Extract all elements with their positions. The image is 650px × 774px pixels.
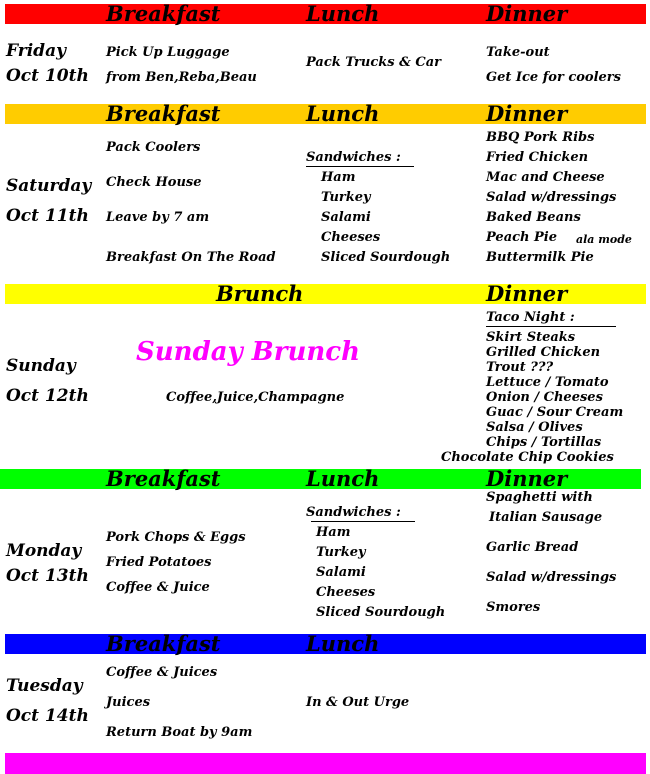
menu-item: Guac / Sour Cream <box>486 405 624 420</box>
day-date: Oct 13th <box>6 566 89 586</box>
header-dinner: Dinner <box>486 281 568 306</box>
menu-item: Salad w/dressings <box>486 190 617 205</box>
day-name: Tuesday <box>6 676 83 696</box>
menu-item: Return Boat by 9am <box>106 725 253 740</box>
dinner-subheading: Taco Night : <box>486 310 575 325</box>
menu-item: Cheeses <box>321 230 381 245</box>
menu-item-note: ala mode <box>576 233 632 246</box>
day-name: Friday <box>6 41 66 61</box>
menu-item: Juices <box>106 695 151 710</box>
menu-item: Pick Up Luggage <box>106 45 230 60</box>
menu-item: Onion / Cheeses <box>486 390 603 405</box>
menu-item: Salad w/dressings <box>486 570 617 585</box>
header-breakfast: Breakfast <box>106 466 221 491</box>
menu-item: Pork Chops & Eggs <box>106 530 246 545</box>
menu-item: BBQ Pork Ribs <box>486 130 595 145</box>
menu-item: Leave by 7 am <box>106 210 210 225</box>
menu-item: Buttermilk Pie <box>486 250 594 265</box>
menu-item: Fried Chicken <box>486 150 589 165</box>
menu-item: Chips / Tortillas <box>486 435 602 450</box>
day-name: Monday <box>6 541 82 561</box>
subheading-underline <box>486 326 616 327</box>
menu-item: Mac and Cheese <box>486 170 605 185</box>
menu-item: Get Ice for coolers <box>486 70 621 85</box>
menu-item: Garlic Bread <box>486 540 579 555</box>
menu-item: Trout ??? <box>486 360 554 375</box>
header-dinner: Dinner <box>486 1 568 26</box>
menu-item: Smores <box>486 600 541 615</box>
header-dinner: Dinner <box>486 101 568 126</box>
day-name: Saturday <box>6 176 92 196</box>
day-date: Oct 11th <box>6 206 89 226</box>
subheading-underline <box>311 521 415 522</box>
header-lunch: Lunch <box>306 101 380 126</box>
header-dinner: Dinner <box>486 466 568 491</box>
menu-item: Chocolate Chip Cookies <box>441 450 614 465</box>
lunch-subheading: Sandwiches : <box>306 150 401 165</box>
menu-item: Lettuce / Tomato <box>486 375 609 390</box>
footer-bar <box>5 753 646 774</box>
menu-item: Breakfast On The Road <box>106 250 276 265</box>
header-breakfast: Breakfast <box>106 101 221 126</box>
menu-item: Spaghetti with <box>486 490 593 505</box>
lunch-subheading: Sandwiches : <box>306 505 401 520</box>
brunch-title: Sunday Brunch <box>136 337 360 367</box>
menu-item: Salami <box>316 565 366 580</box>
menu-item: from Ben,Reba,Beau <box>106 70 257 85</box>
menu-item: Sliced Sourdough <box>316 605 446 620</box>
header-breakfast: Breakfast <box>106 631 221 656</box>
day-date: Oct 10th <box>6 66 89 86</box>
header-breakfast: Breakfast <box>106 1 221 26</box>
menu-item: Ham <box>316 525 351 540</box>
menu-item: Pack Trucks & Car <box>306 55 441 70</box>
day-date: Oct 14th <box>6 706 89 726</box>
menu-item: Italian Sausage <box>489 510 603 525</box>
menu-item: Baked Beans <box>486 210 581 225</box>
menu-item: Coffee & Juices <box>106 665 218 680</box>
header-lunch: Lunch <box>306 1 380 26</box>
menu-item: Pack Coolers <box>106 140 201 155</box>
menu-item: Cheeses <box>316 585 376 600</box>
menu-item: Sliced Sourdough <box>321 250 451 265</box>
menu-item: Take-out <box>486 45 550 60</box>
menu-item: Coffee & Juice <box>106 580 210 595</box>
menu-item: Skirt Steaks <box>486 330 576 345</box>
menu-item: Turkey <box>321 190 371 205</box>
subheading-underline <box>306 166 414 167</box>
menu-item: Check House <box>106 175 202 190</box>
menu-item: Ham <box>321 170 356 185</box>
header-lunch: Lunch <box>306 631 380 656</box>
menu-item: In & Out Urge <box>306 695 410 710</box>
header-lunch: Lunch <box>306 466 380 491</box>
menu-item: Fried Potatoes <box>106 555 212 570</box>
menu-item: Salsa / Olives <box>486 420 583 435</box>
menu-item: Coffee,Juice,Champagne <box>166 390 345 405</box>
day-name: Sunday <box>6 356 76 376</box>
header-brunch: Brunch <box>216 281 304 306</box>
menu-item: Grilled Chicken <box>486 345 601 360</box>
menu-item: Peach Pie <box>486 230 557 245</box>
menu-item: Salami <box>321 210 371 225</box>
day-date: Oct 12th <box>6 386 89 406</box>
menu-item: Turkey <box>316 545 366 560</box>
